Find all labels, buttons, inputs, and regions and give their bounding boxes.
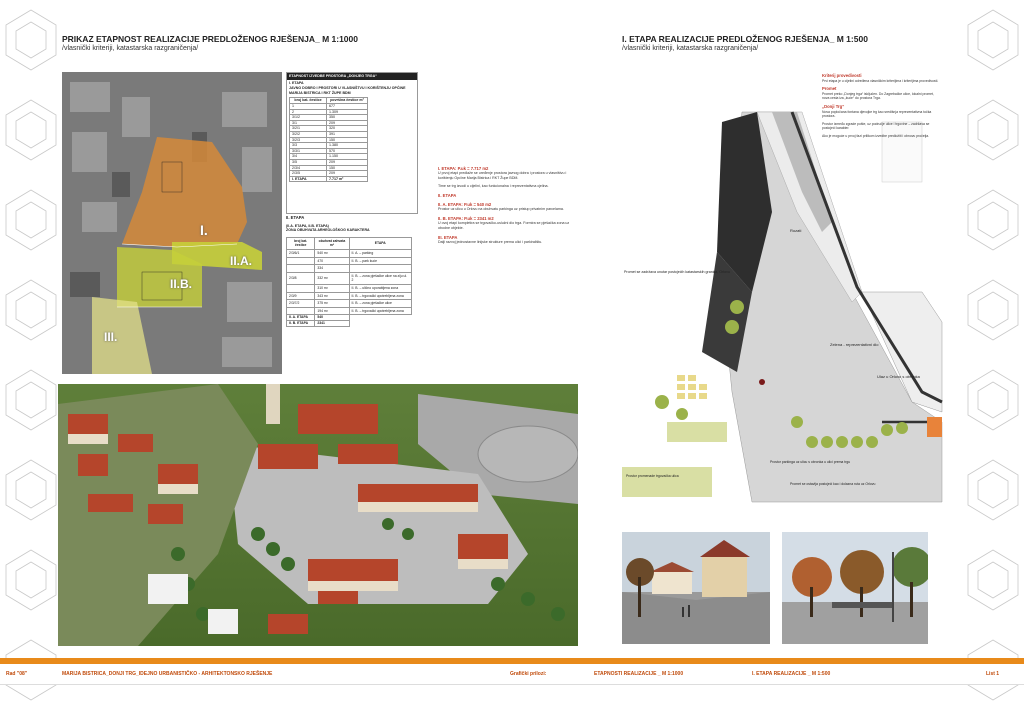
plan-label-c: Zelena - reprezentativni dio: [830, 342, 879, 347]
table2-body: [287, 249, 412, 314]
table1-cell: 391: [327, 131, 368, 137]
table1-cell: 677: [327, 103, 368, 109]
render-street-view-2: [782, 532, 928, 644]
table2-cell: 332 m²: [315, 272, 349, 284]
render-street-view-1: [622, 532, 770, 644]
plan-label-f: Promet se ostavlja postojeći kao i dolazna ruta uz Orlovu: [790, 482, 876, 486]
table2-total-row: [287, 320, 412, 326]
table1-cell: 2/3/5: [290, 171, 327, 177]
table1-cell: 3/2/3: [290, 137, 327, 143]
text-p3: Prostor uz ulicu u Orlovu na obuhvatu parkinga uz pristup privatnim parcelama.: [438, 207, 564, 211]
table2-cell: [287, 284, 315, 292]
table1-cell: 1: [290, 103, 327, 109]
table2-header-phase: ETAPA: [349, 237, 411, 249]
left-header-subtitle: /vlasnički kriteriji, katastarska razgraničenja/: [62, 45, 199, 52]
table2-row: [287, 272, 412, 284]
footer-rad: Rad "08": [6, 671, 28, 677]
table2-cell: [287, 265, 315, 273]
notes-p4: Prostor između zgrade pošte, uz područje ulice i trgovine – zadržava se postojeći karakter.: [822, 121, 930, 131]
table1-cell: 1.150: [327, 154, 368, 160]
table2-row: [287, 292, 412, 300]
left-header: [62, 34, 358, 52]
table1-total-value: 7.717 m²: [327, 176, 368, 182]
table1-header-parcel: broj kat. čestice: [290, 98, 327, 104]
table2-desc: ZONA OBUHVATA ARHEOLOŠKOG KARAKTERA: [286, 228, 370, 233]
table2-header-area: obuhvat zahvata m²: [315, 237, 349, 249]
left-header-title: PRIKAZ ETAPNOST REALIZACIJE PREDLOŽENOG RJEŠENJA_ M 1:1000: [62, 34, 358, 44]
text-p5: Dalji razvoj jednostavne linijske strukture prema ulici i parkiralištu.: [438, 240, 543, 244]
title-block-footer: [0, 658, 1024, 686]
text-h4: II. B. ETAPA: P.uk = 2341 m2: [438, 216, 494, 221]
table2-row: [287, 307, 412, 315]
plan-label-e: Prostor parkinga uz ulicu s obronka u ulici prema trgu: [770, 460, 851, 464]
table1-cell: 1.309: [327, 109, 368, 115]
table2-row: [287, 300, 412, 308]
table2-cell: 194 m²: [315, 307, 349, 315]
table2-title: II. ETAPA: [286, 216, 305, 220]
phase-i-table: [286, 72, 418, 214]
text-p4: U ovoj etapi kompletira se trgovačko-uslužni dio trga. Formira se pješačka zona uz obodne objekte.: [438, 221, 570, 230]
table1-cell: 1.380: [327, 143, 368, 149]
table1-total-label: I. ETAPA: [290, 176, 327, 182]
table1-header-area: površina čestice m²: [327, 98, 368, 104]
table1-cell: 2/3/4: [290, 165, 327, 171]
table2-total-cell: II. A. ETAPA: [287, 315, 315, 321]
aerial-render-image: [58, 384, 578, 646]
text-p1: U prvoj etapi predlaže se uređenje prostora javnog dobra i prostora u vlasništvu i korištenju Općine Marija Bistrica i RKT Župe BDM.: [438, 171, 567, 180]
table2-cell: II. A. – parking: [349, 249, 411, 257]
table2-cell: 375 m²: [315, 300, 349, 308]
render-2-graphic: [782, 532, 928, 644]
table2-total-cell: 2341: [315, 320, 349, 326]
table2-cell: 2/3/7/2: [287, 300, 315, 308]
table2-total-cell: II. B. ETAPA: [287, 320, 315, 326]
table1-cell: 3/5: [290, 159, 327, 165]
text-p2: Time se trg izvodi u cijelini, kao funkcionalna i reprezentativna cjelina.: [438, 184, 549, 188]
decorative-pattern-right: [962, 0, 1024, 719]
text-h2: II. ETAPA: [438, 193, 457, 198]
table2-row: [287, 257, 412, 265]
table1-cell: 209: [327, 159, 368, 165]
phase-i-notes: [822, 70, 940, 350]
right-header-subtitle: /vlasnički kriteriji, katastarska razgraničenja/: [622, 45, 759, 52]
table1-cell: 320: [327, 126, 368, 132]
aerial-render-graphic: [58, 384, 578, 646]
table1-cell: 3/2/1: [290, 126, 327, 132]
table2-cell: 334: [315, 265, 349, 273]
table2-total-cell: 540: [315, 315, 349, 321]
notes-p2: Promet preko „Donjeg trga“ isključen. Do Zagrebačke ulice, lokalni promet, nova cesta iza „kuće“ do prostora Trga.: [822, 91, 934, 101]
table2-totals: [287, 315, 412, 326]
table1-cell: 150: [327, 137, 368, 143]
table1-cell: 570: [327, 148, 368, 154]
table1-cell: 209: [327, 120, 368, 126]
table2-cell: 470: [315, 257, 349, 265]
table1-cell: 3/2/2: [290, 131, 327, 137]
render-1-graphic: [622, 532, 770, 644]
zone-label-i: I.: [200, 222, 208, 238]
table2-row: [287, 265, 412, 273]
table2-grid: [286, 237, 412, 327]
table2-cell: 540 m²: [315, 249, 349, 257]
table2-row: [287, 284, 412, 292]
table1-cell: 3/1: [290, 120, 327, 126]
phase-ii-table: [286, 216, 420, 374]
decorative-pattern-left: [0, 0, 62, 719]
table1-body: [290, 103, 368, 176]
table2-cell: 2/3/9: [287, 292, 315, 300]
table1-cell: 350: [327, 115, 368, 121]
zone-label-iia: II.A.: [230, 254, 253, 268]
footer-sheet-number: List 1: [986, 671, 1000, 677]
plan-label-a: Promet se zadržava unutar postojećih katastarskih granica, Orlovu: [624, 270, 730, 274]
zoning-map-graphic: [62, 72, 282, 374]
phase-description-text: [438, 162, 580, 374]
plan-label-b: Rozati: [790, 228, 802, 233]
notes-h3: „Donji Trg“: [822, 103, 845, 109]
right-header-title: I. ETAPA REALIZACIJE PREDLOŽENOG RJEŠENJA_ M 1:500: [622, 34, 868, 44]
text-h5: III. ETAPA: [438, 235, 458, 240]
table2-subtitle: (II.A. ETAPA, II.B. ETAPA): [286, 223, 329, 228]
table1-cell: 2: [290, 109, 327, 115]
aerial-zoning-map: [62, 72, 282, 374]
plan-label-d: Ulaz u Orlovu s obronka: [877, 374, 920, 379]
table2-cell: II. B. – park kuće: [349, 257, 411, 265]
zone-label-iib: II.B.: [170, 277, 193, 291]
table2-header-parcel: broj kat. čestice: [287, 237, 315, 249]
table2-cell: [349, 265, 411, 273]
table1-cell: 209: [327, 171, 368, 177]
table2-cell: 310 m²: [315, 284, 349, 292]
notes-p1: Prvi etapa je u cijelini određena vlasničkim kriterijima i kriterijima provedivosti.: [822, 78, 939, 83]
table2-cell: II. B. – trgovački upotrebljena zona: [349, 307, 411, 315]
table2-cell: 2/3/6/1: [287, 249, 315, 257]
table2-cell: II. B. – trgovački upotrebljena zona: [349, 292, 411, 300]
table1-cell: 3/3: [290, 143, 327, 149]
notes-h1: Kriterij provedivosti: [822, 73, 862, 78]
footer-attachment-2: I. ETAPA REALIZACIJE _ M 1:500: [752, 671, 831, 677]
text-h3: II. A. ETAPA: P.uk = 540 m2: [438, 202, 492, 207]
table1-cell: 3/4: [290, 154, 327, 160]
table1-cell: 3/1/2: [290, 115, 327, 121]
zone-label-iii: III.: [104, 330, 118, 344]
text-h1: I. ETAPA: P.uk = 7.717 m2: [438, 166, 489, 171]
table2-cell: [287, 257, 315, 265]
right-header: [622, 34, 868, 52]
notes-p3: Nova popločana fontana djevojke trg kao središnja reprezentativna točka prostora.: [822, 109, 932, 119]
table2-row: [287, 249, 412, 257]
table2-cell: II. B. – ulično uporabljena zona: [349, 284, 411, 292]
table1-cell: 3/3/1: [290, 148, 327, 154]
table2-cell: 343 m²: [315, 292, 349, 300]
footer-attachment-1: ETAPNOSTI REALIZACIJE _ M 1:1000: [594, 671, 684, 677]
plan-label-g: Prostor promenade trgovačka ulica: [626, 474, 679, 478]
notes-h2: Promet: [822, 86, 837, 92]
table1-cell: 150: [327, 165, 368, 171]
footer-graphic-attachments-label: Grafički prilozi:: [510, 671, 547, 677]
table2-cell: II. B. – zona pješačke ulice: [349, 300, 411, 308]
table1-grid: [289, 97, 368, 182]
table1-title: ETAPNOST IZVEDBE PROSTORA „DONJEG TRGA“: [287, 73, 417, 80]
table2-cell: II. B. – zona pješačke ulice na ziju ul. 2: [349, 272, 411, 284]
table2-cell: 2/3/8: [287, 272, 315, 284]
notes-p5: Ako je moguće u prvoj fazi prilikom izvedbe predložiti i obnovu pročelja.: [822, 133, 930, 138]
table1-section: I. ETAPA: [289, 80, 304, 85]
footer-project-title: MARIJA BISTRICA_DONJI TRG_IDEJNO URBANISTIČKO - ARHITEKTONSKO RJEŠENJE: [62, 671, 273, 677]
table2-cell: [287, 307, 315, 315]
table1-desc: JAVNO DOBRO I PROSTORI U VLASNIŠTVU I KORIŠTENJU OPĆINE MARIJA BISTRICA I RKT ŽUPE BDM: [289, 86, 406, 95]
